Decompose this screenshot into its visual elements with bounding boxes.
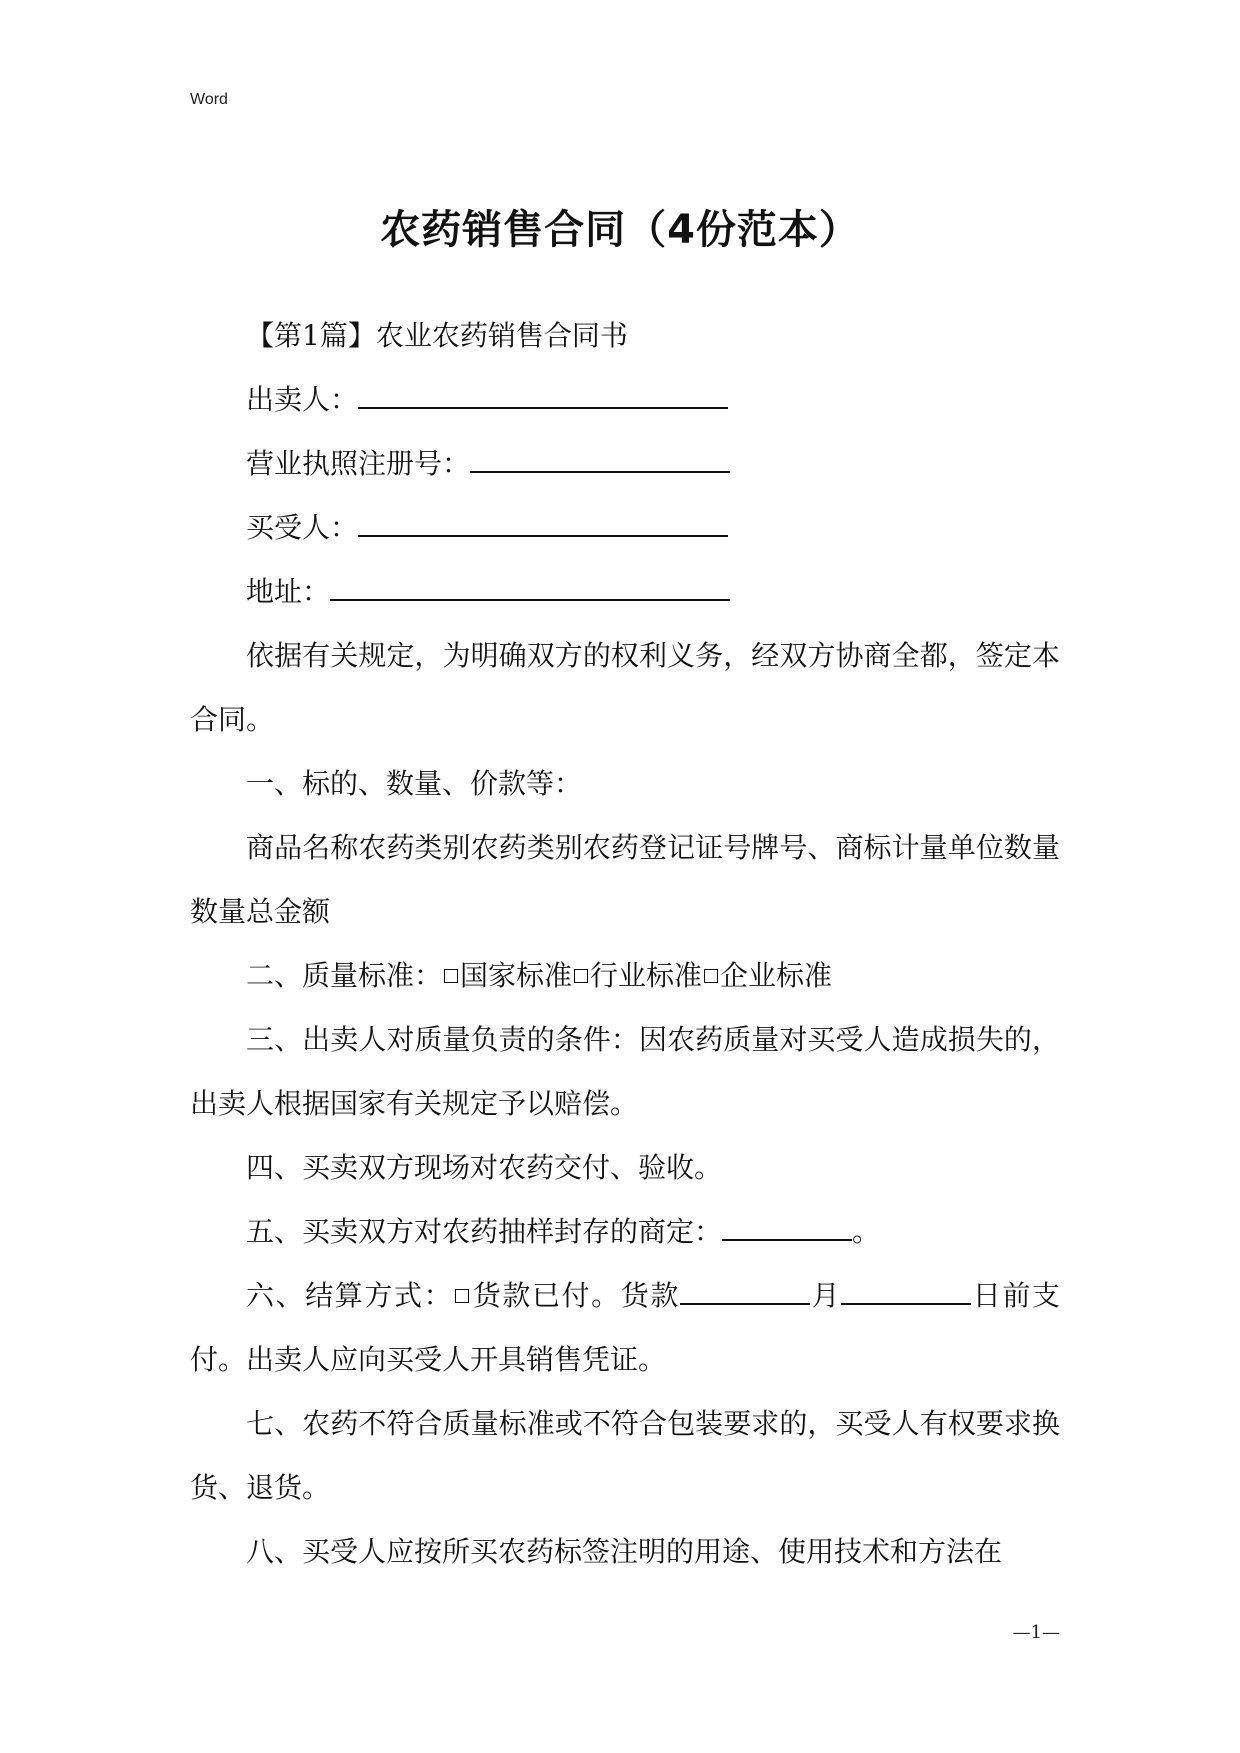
settlement-method-label: 六、结算方式： <box>246 1279 454 1312</box>
paragraph-buyer <box>190 496 1060 560</box>
address-label: 地址： <box>246 575 331 608</box>
document-body <box>190 304 1060 1584</box>
quality-standard-label: 二、质量标准： <box>246 959 443 992</box>
paragraph-clause-2 <box>190 944 1060 1008</box>
national-standard-checkbox[interactable] <box>444 969 458 983</box>
paragraph-clause-7: 七、农药不符合质量标准或不符合包装要求的，买受人有权要求换货、退货。 <box>190 1407 1060 1504</box>
payment-made-checkbox[interactable] <box>455 1289 469 1303</box>
document-title: 农药销售合同（4份范本） <box>380 207 860 253</box>
month-label: 月 <box>809 1279 842 1312</box>
seller-blank-line <box>358 385 728 409</box>
sampling-agreement-blank-line <box>722 1217 852 1241</box>
license-number-label: 营业执照注册号： <box>246 447 471 480</box>
paragraph-preamble: 依据有关规定，为明确双方的权利义务，经双方协商全都，签定本合同。 <box>190 639 1060 736</box>
page-number: —1— <box>1012 1622 1060 1643</box>
industry-standard-checkbox[interactable] <box>574 969 588 983</box>
payment-deadline-text: 日前支付。出卖人应向买受人开具销售凭证。 <box>190 1279 1060 1376</box>
paragraph-seller <box>190 368 1060 432</box>
paragraph-product-table-headers: 商品名称农药类别农药类别农药登记证号牌号、商标计量单位数量数量总金额 <box>190 831 1060 928</box>
buyer-blank-line <box>358 513 728 537</box>
national-standard-label: 国家标准 <box>460 959 573 992</box>
payment-text: 货款已付。货款 <box>471 1279 680 1312</box>
paragraph-clause-5 <box>190 1200 1060 1264</box>
paragraph-license-number <box>190 432 1060 496</box>
buyer-label: 买受人： <box>246 511 359 544</box>
paragraph-clause-6 <box>190 1264 1060 1392</box>
license-number-blank-line <box>470 449 730 473</box>
paragraph-chapter-heading: 【第1篇】农业农药销售合同书 <box>246 319 628 352</box>
industry-standard-label: 行业标准 <box>590 959 703 992</box>
paragraph-clause-4: 四、买卖双方现场对农药交付、验收。 <box>246 1151 723 1184</box>
enterprise-standard-label: 企业标准 <box>720 959 833 992</box>
paragraph-address <box>190 560 1060 624</box>
paragraph-clause-8: 八、买受人应按所买农药标签注明的用途、使用技术和方法在 <box>246 1535 1003 1568</box>
sampling-agreement-suffix: 。 <box>852 1215 881 1248</box>
seller-label: 出卖人： <box>246 383 359 416</box>
paragraph-clause-1: 一、标的、数量、价款等： <box>246 767 583 800</box>
address-blank-line <box>330 577 730 601</box>
payment-month-blank-line <box>680 1281 810 1305</box>
sampling-agreement-label: 五、买卖双方对农药抽样封存的商定： <box>246 1215 723 1248</box>
payment-day-blank-line <box>841 1281 971 1305</box>
header-label: Word <box>190 91 228 108</box>
enterprise-standard-checkbox[interactable] <box>704 969 718 983</box>
paragraph-clause-3: 三、出卖人对质量负责的条件：因农药质量对买受人造成损失的，出卖人根据国家有关规定予以赔偿。 <box>190 1023 1060 1120</box>
